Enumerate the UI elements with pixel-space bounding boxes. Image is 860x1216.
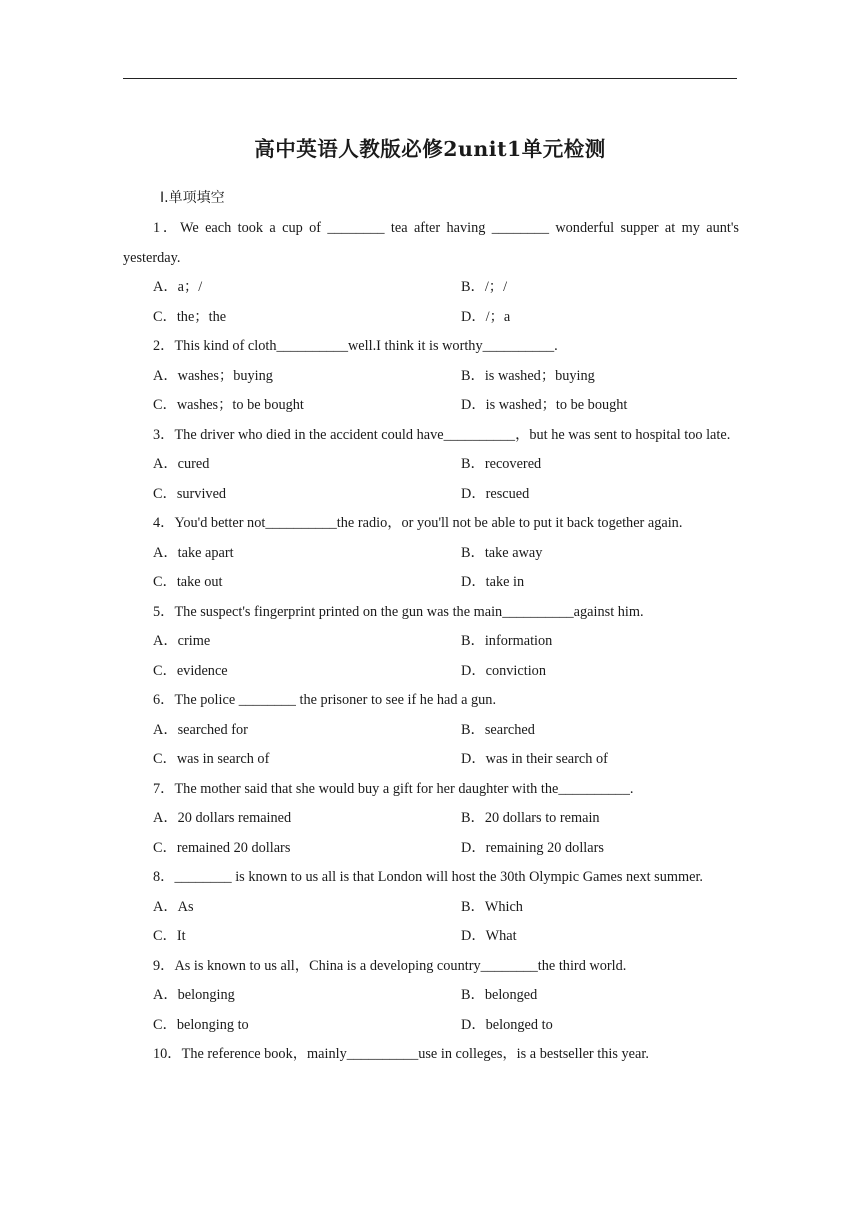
option-b: B．Which: [461, 898, 523, 915]
page-title: 高中英语人教版必修2unit1单元检测: [254, 137, 606, 161]
option-row: [123, 716, 739, 746]
question-stem: 4．You'd better not__________the radio，or you'll not be able to put it back together again.: [153, 515, 683, 531]
option-d: D．conviction: [461, 662, 546, 679]
option-row: [123, 450, 739, 480]
option-row: [123, 804, 739, 834]
option-b: B．belonged: [461, 987, 538, 1003]
option-b: B．is washed；buying: [461, 367, 595, 384]
option-c: C．take out: [153, 574, 223, 590]
option-c: C．was in search of: [153, 751, 270, 767]
option-c: C．remained 20 dollars: [153, 839, 291, 856]
section-heading: Ⅰ.单项填空: [160, 190, 225, 206]
option-d: D．What: [461, 928, 517, 944]
question-stem: 2．This kind of cloth__________well.I think it is worthy__________.: [153, 338, 558, 354]
option-row: [123, 1011, 739, 1041]
option-a: A．searched for: [153, 721, 248, 738]
option-a: A．a；/: [153, 279, 203, 295]
option-row: [123, 303, 739, 333]
option-c: C．the；the: [153, 308, 227, 325]
option-a: A．crime: [153, 633, 211, 649]
option-d: D．was in their search of: [461, 751, 608, 767]
option-d: D．take in: [461, 574, 525, 590]
question-stem: 6．The police ________ the prisoner to see if he had a gun.: [153, 692, 497, 708]
option-b: B．information: [461, 633, 553, 649]
option-row: [123, 657, 739, 687]
option-b: B．20 dollars to remain: [461, 810, 600, 826]
option-a: A．belonging: [153, 987, 235, 1003]
option-a: A．20 dollars remained: [153, 810, 292, 826]
option-row: [123, 745, 739, 775]
option-c: C．survived: [153, 485, 227, 502]
option-a: A．As: [153, 898, 194, 915]
option-row: [123, 981, 739, 1011]
option-row: [123, 480, 739, 510]
option-b: B．/；/: [461, 279, 508, 295]
option-d: D．belonged to: [461, 1016, 553, 1033]
question-stem: 3．The driver who died in the accident could have__________，but he was sent to hospital too late.: [153, 426, 731, 443]
option-row: [123, 834, 739, 864]
question-stem: 5．The suspect's fingerprint printed on the gun was the main__________against him.: [153, 603, 644, 620]
option-c: C．It: [153, 928, 186, 944]
option-row: [123, 893, 739, 923]
option-c: C．washes；to be bought: [153, 397, 304, 413]
option-a: A．washes；buying: [153, 367, 273, 384]
option-row: [123, 922, 739, 952]
question-stem: 1．We each took a cup of ________ tea after having ________ wonderful supper at my aunt's yesterday.: [123, 220, 739, 266]
option-c: C．belonging to: [153, 1016, 249, 1033]
option-d: D．remaining 20 dollars: [461, 839, 604, 856]
question-stem: 7．The mother said that she would buy a gift for her daughter with the__________.: [153, 780, 634, 797]
option-b: B．take away: [461, 544, 543, 561]
option-b: B．recovered: [461, 456, 542, 472]
question-stem: 9．As is known to us all，China is a developing country________the third world.: [153, 957, 627, 974]
option-d: D．is washed；to be bought: [461, 397, 628, 413]
option-c: C．evidence: [153, 662, 228, 679]
option-row: [123, 539, 739, 569]
option-a: A．cured: [153, 456, 210, 472]
option-d: D．rescued: [461, 485, 530, 502]
option-b: B．searched: [461, 721, 535, 738]
option-d: D．/；a: [461, 308, 511, 325]
question-list: [123, 214, 739, 1070]
option-row: [123, 568, 739, 598]
question-stem: 8．________ is known to us all is that London will host the 30th Olympic Games next summer.: [153, 869, 703, 885]
option-a: A．take apart: [153, 544, 234, 561]
header-rule: [123, 78, 737, 79]
option-row: [123, 362, 739, 392]
option-row: [123, 391, 739, 421]
option-row: [123, 627, 739, 657]
question-stem: 10．The reference book，mainly__________use in colleges，is a bestseller this year.: [153, 1046, 649, 1062]
option-row: [123, 273, 739, 303]
